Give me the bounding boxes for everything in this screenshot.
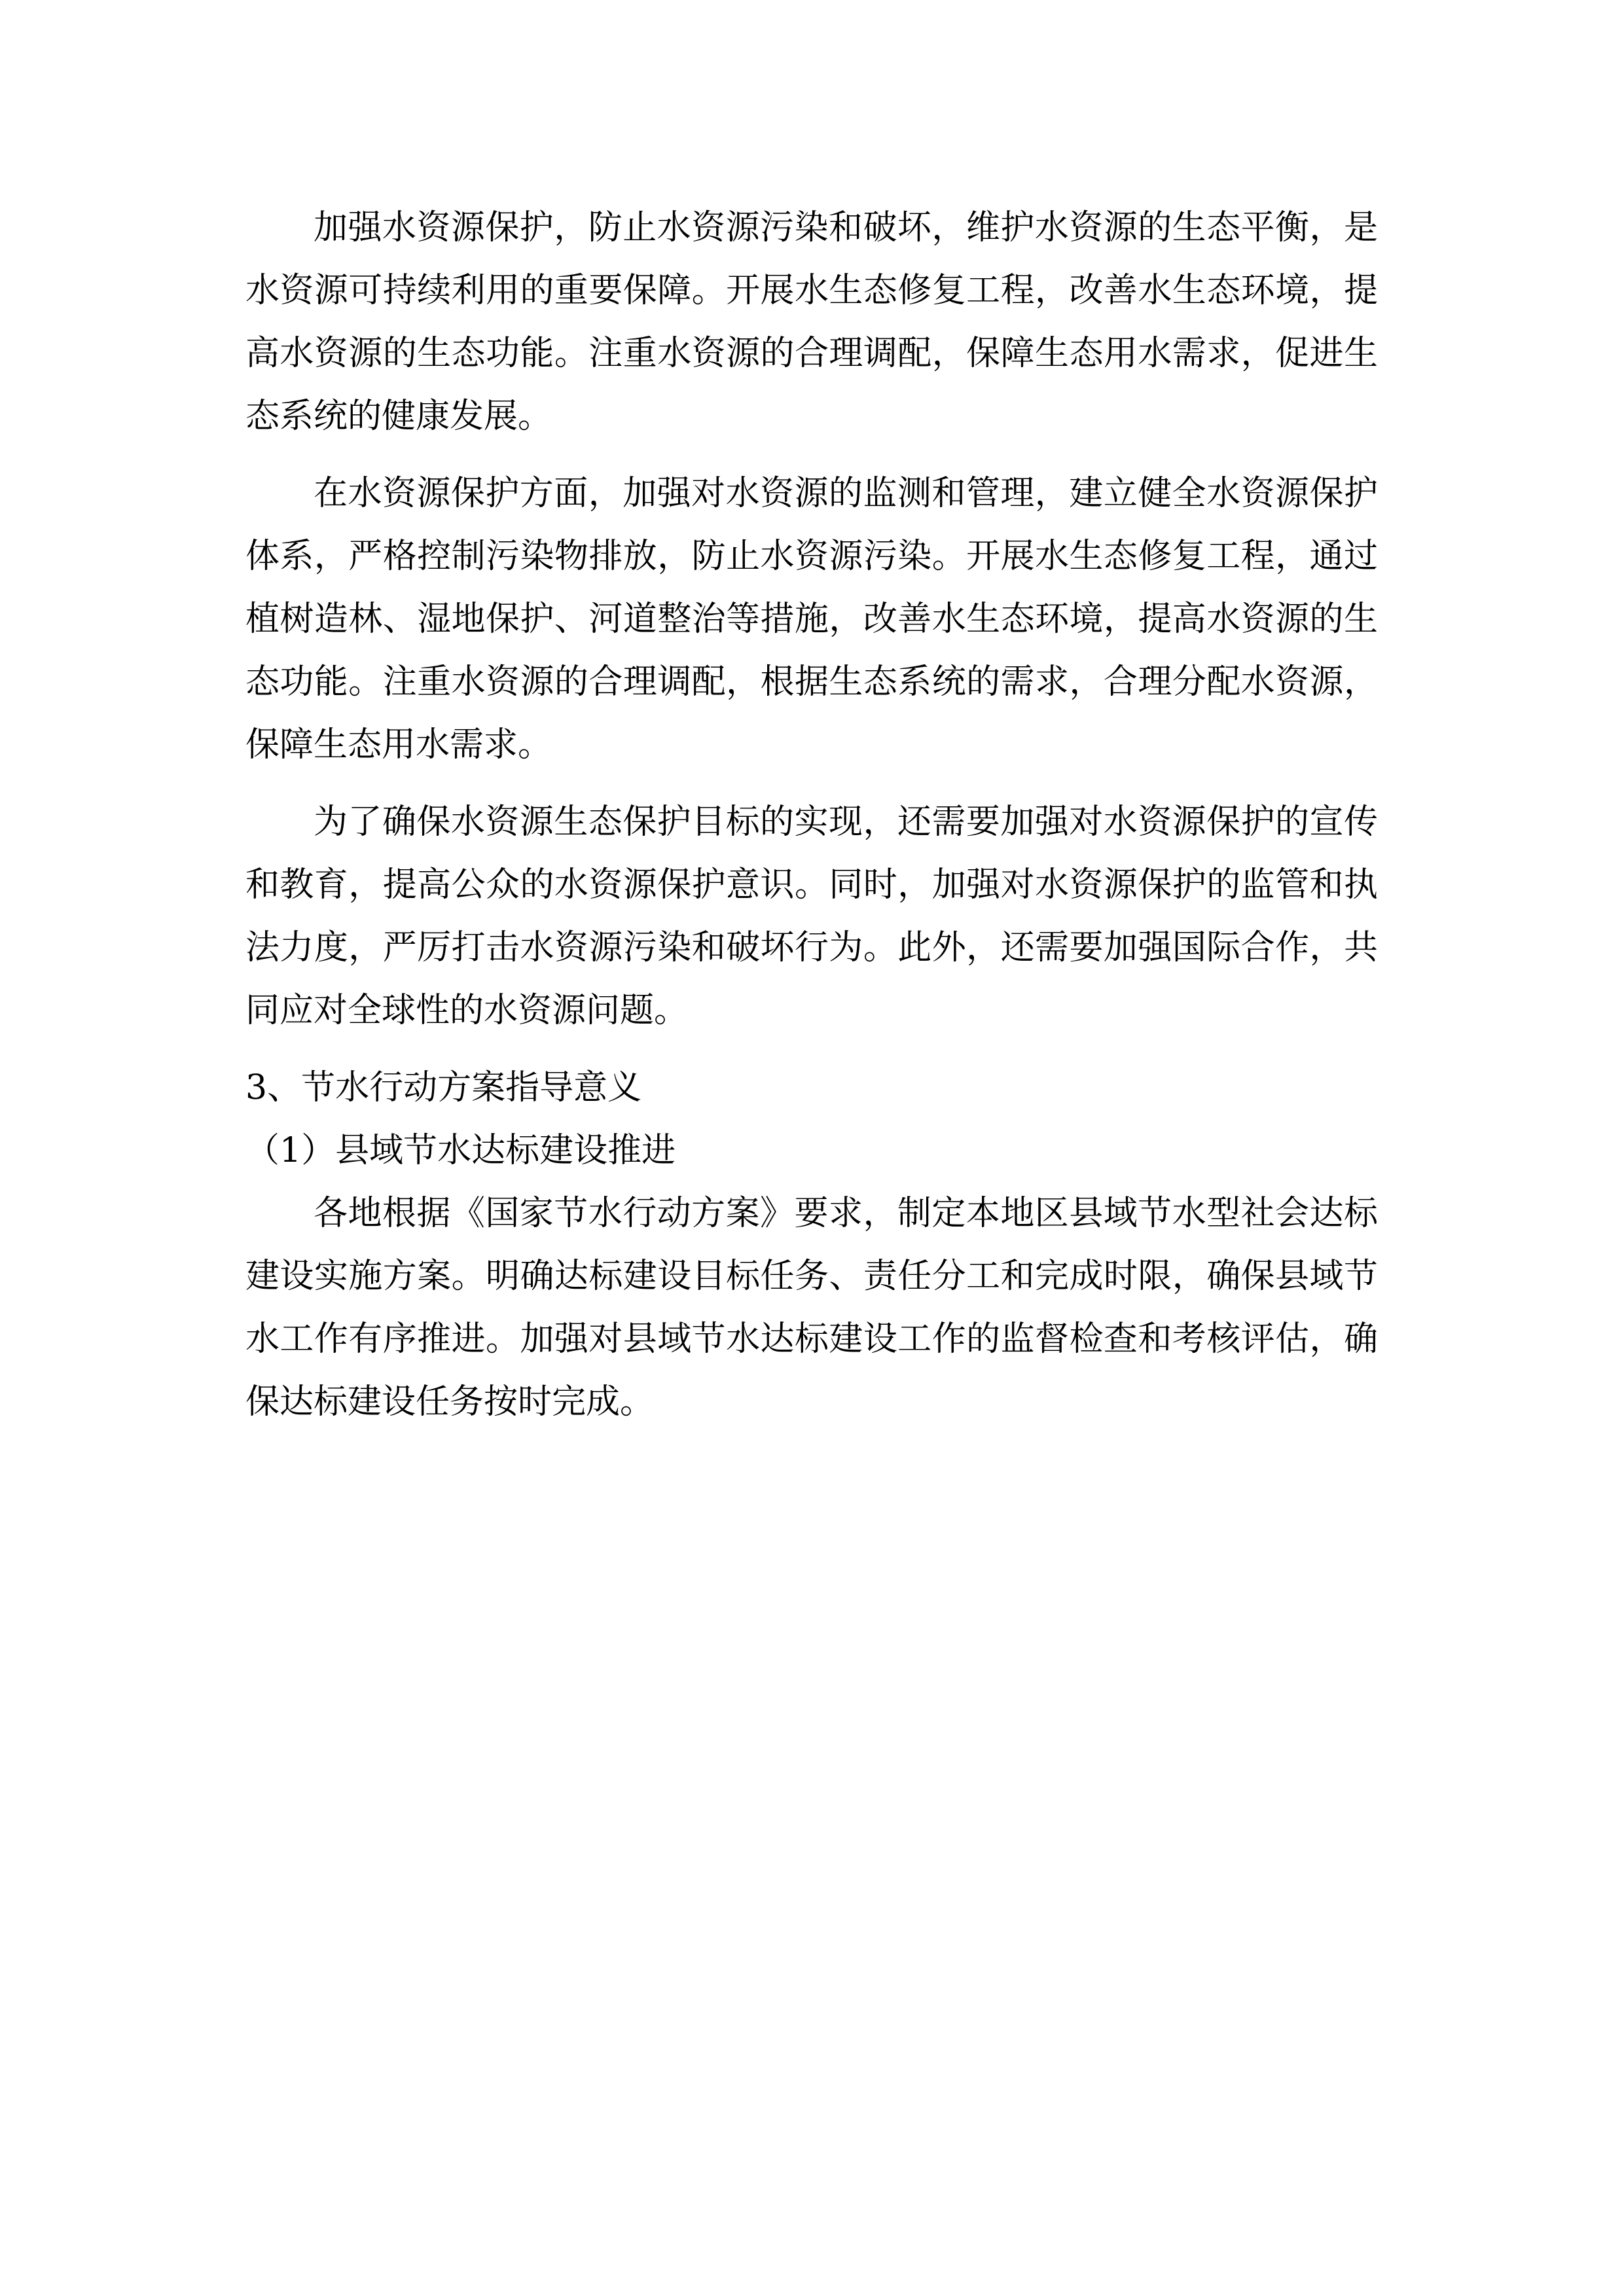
section-heading: 3、节水行动方案指导意义: [245, 1068, 642, 1107]
paragraph-publicity-cooperation: 为了确保水资源生态保护目标的实现，还需要加强对水资源保护的宣传和教育，提高公众的水资源保护意识。同时，加强对水资源保护的监管和执法力度，严厉打击水资源污染和破坏行为。此外，还需要加强国际合作，共同应对全球性的水资源问题。: [245, 802, 1378, 1030]
paragraph-protection-measures: 在水资源保护方面，加强对水资源的监测和管理，建立健全水资源保护体系，严格控制污染物排放，防止水资源污染。开展水生态修复工程，通过植树造林、湿地保护、河道整治等措施，改善水生态环境，提高水资源的生态功能。注重水资源的合理调配，根据生态系统的需求，合理分配水资源，保障生态用水需求。: [245, 474, 1378, 764]
paragraph-water-protection: 加强水资源保护，防止水资源污染和破坏，维护水资源的生态平衡，是水资源可持续利用的重要保障。开展水生态修复工程，改善水生态环境，提高水资源的生态功能。注重水资源的合理调配，保障生态用水需求，促进生态系统的健康发展。: [245, 208, 1378, 436]
subsection-heading: （1）县域节水达标建设推进: [245, 1131, 676, 1170]
paragraph-county-implementation: 各地根据《国家节水行动方案》要求，制定本地区县域节水型社会达标建设实施方案。明确达标建设目标任务、责任分工和完成时限，确保县域节水工作有序推进。加强对县域节水达标建设工作的监督检查和考核评估，确保达标建设任务按时完成。: [245, 1194, 1378, 1422]
document-body: [245, 196, 1378, 1448]
